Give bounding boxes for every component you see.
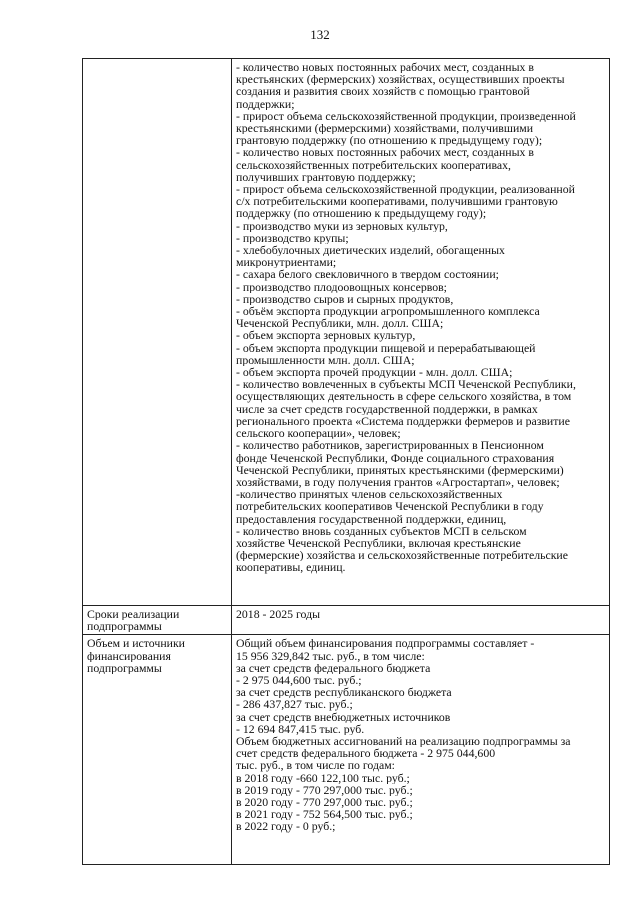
content-line: - 12 694 847,415 тыс. руб. <box>236 722 365 736</box>
label-line: подпрограммы <box>87 620 162 633</box>
content-line: тыс. руб., в том числе по годам: <box>236 759 395 772</box>
content-line: осуществляющих деятельность в сфере сельского хозяйства, в том <box>236 390 572 403</box>
content-line: грантовую поддержку (по отношению к предыдущему году); <box>236 134 543 147</box>
passport-table <box>82 58 610 865</box>
content-line: - 286 437,827 тыс. руб.; <box>236 698 353 711</box>
content-line: хозяйствами, в году получения грантов «Агростартап», человек; <box>236 475 560 489</box>
table-row-indicators <box>83 59 610 606</box>
content-line: фонде Чеченской Республики, Фонде социального страхования <box>236 451 555 464</box>
financing-value-cell <box>232 635 610 865</box>
content-line: за счет средств внебюджетных источников <box>236 710 451 723</box>
content-line: сельскохозяйственных потребительских кооперативах, <box>236 158 511 171</box>
content-line: - объем экспорта зерновых культур, <box>236 329 416 342</box>
label-line: Сроки реализации <box>87 608 180 621</box>
content-line: поддержки; <box>236 97 295 110</box>
content-line: - количество новых постоянных рабочих мест, созданных в <box>236 61 534 74</box>
content-line: - количество работников, зарегистрированных в Пенсионном <box>236 439 544 452</box>
content-line: за счет средств федерального бюджета <box>236 661 431 675</box>
content-line: Общий объем финансирования подпрограммы составляет - <box>236 637 535 650</box>
content-line: - производство крупы; <box>236 231 349 245</box>
content-line: - сахара белого свекловичного в твердом состоянии; <box>236 268 499 281</box>
content-line: получивших грантовую поддержку; <box>236 170 416 184</box>
content-line: -количество принятых членов сельскохозяйственных <box>236 488 503 501</box>
content-line: Чеченской Республики, принятых крестьянскими (фермерскими) <box>236 463 564 476</box>
content-line: предоставления государственной поддержки, единиц, <box>236 512 507 525</box>
content-line: в 2019 году - 770 297,000 тыс. руб.; <box>236 783 413 797</box>
content-line: - прирост объема сельскохозяйственной продукции, произведенной <box>236 109 576 123</box>
content-line: Объем бюджетных ассигнований на реализацию подпрограммы за <box>236 735 571 748</box>
content-line: за счет средств республиканского бюджета <box>236 686 452 699</box>
content-line: Чеченской Республики, млн. долл. США; <box>236 317 444 330</box>
content-line: поддержку (по отношению к предыдущему году); <box>236 207 487 220</box>
content-line: микронутриентами; <box>236 256 337 269</box>
content-line: 2018 - 2025 годы <box>236 608 320 621</box>
content-line: - количество вновь созданных субъектов МСП в сельском <box>236 524 527 537</box>
content-line: - 2 975 044,600 тыс. руб.; <box>236 674 362 687</box>
indicators-cell <box>232 59 610 606</box>
content-line: - объем экспорта продукции пищевой и перерабатывающей <box>236 341 536 354</box>
label-line: подпрограммы <box>87 661 162 675</box>
table-row-financing <box>83 635 610 865</box>
table-row-timeline <box>83 606 610 635</box>
content-line: 15 956 329,842 тыс. руб., в том числе: <box>236 649 425 662</box>
content-line: - производство плодоовощных консервов; <box>236 280 447 293</box>
content-line: хозяйстве Чеченской Республики, включая крестьянские <box>236 536 521 550</box>
content-line: - производство сыров и сырных продуктов, <box>236 292 454 306</box>
content-line: с/х потребительскими кооперативами, получившими грантовую <box>236 195 558 208</box>
content-line: кооперативы, единиц. <box>236 561 346 574</box>
timeline-label-cell <box>83 606 232 635</box>
content-line: создания и развития своих хозяйств с помощью грантовой <box>236 85 530 98</box>
content-line: регионального проекта «Система поддержки фермеров и развитие <box>236 414 570 428</box>
content-line: в 2022 году - 0 руб.; <box>236 820 336 833</box>
content-line: - количество вовлеченных в субъекты МСП Чеченской Республики, <box>236 378 576 391</box>
financing-label-cell <box>83 635 232 865</box>
page-number: 132 <box>310 27 330 42</box>
content-line: - производство муки из зерновых культур, <box>236 219 448 232</box>
content-line: числе за счет средств государственной поддержки, в рамках <box>236 402 538 415</box>
content-line: - объем экспорта прочей продукции - млн. долл. США; <box>236 366 513 379</box>
content-line: счет средств федерального бюджета - 2 975 044,600 <box>236 747 496 760</box>
content-line: - количество новых постоянных рабочих мест, созданных в <box>236 146 534 159</box>
content-line: - хлебобулочных диетических изделий, обогащенных <box>236 244 505 257</box>
content-line: - прирост объема сельскохозяйственной продукции, реализованной <box>236 183 575 196</box>
label-line: финансирования <box>87 649 171 662</box>
content-line: в 2021 году - 752 564,500 тыс. руб.; <box>236 808 413 821</box>
content-line: - объём экспорта продукции агропромышленного комплекса <box>236 305 540 318</box>
label-line: Объем и источники <box>87 637 185 650</box>
content-line: крестьянскими (фермерскими) хозяйствами, получившими <box>236 122 534 135</box>
content-line: в 2018 году -660 122,100 тыс. руб.; <box>236 771 410 784</box>
content-line: сельского кооперации», человек; <box>236 427 401 440</box>
content-line: крестьянских (фермерских) хозяйствах, осуществивших проекты <box>236 73 565 86</box>
row-label-cell <box>83 59 232 606</box>
timeline-value-cell <box>232 606 610 635</box>
content-line: потребительских кооперативов Чеченской Республики в году <box>236 500 544 513</box>
content-line: промышленности млн. долл. США; <box>236 353 415 367</box>
content-line: (фермерские) хозяйства и сельскохозяйственные потребительские <box>236 549 568 562</box>
content-line: в 2020 году - 770 297,000 тыс. руб.; <box>236 796 413 809</box>
